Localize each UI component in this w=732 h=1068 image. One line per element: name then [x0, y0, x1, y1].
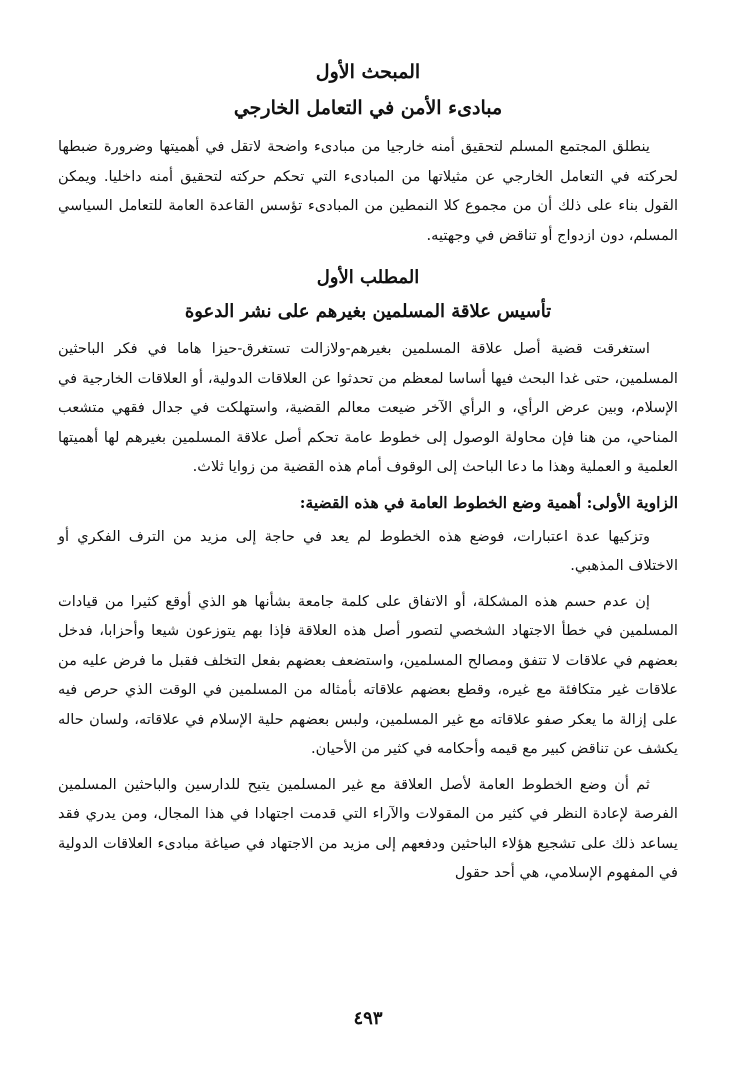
paragraph-4: ثم أن وضع الخطوط العامة لأصل العلاقة مع غير المسلمين يتيح للدارسين والباحثين المسلمين الفرصة لإعادة النظر في كثير من المقولات والآراء التي قدمت اجتهادا في هذا المجال، ومن يدري فقد يساعد ذلك على تشجيع هؤلاء الباحثين ودفعهم إلى مزيد من الاجتهاد في صياغة مبادىء العلاقات الدولية في المفهوم الإسلامي، هي أحد حقول [58, 775, 678, 881]
paragraph-3: إن عدم حسم هذه المشكلة، أو الاتفاق على كلمة جامعة بشأنها هو الذي أوقع كثيرا من قيادات المسلمين في خطأ الاجتهاد الشخصي لتصور أصل هذه العلاقة فإذا بهم يتوزعون شيعا وأحزابا، فدخل بعضهم في علاقات لا تتفق ومصالح المسلمين، واستضعف بعضهم بفعل التخلف فقبل ما فرض عليه من علاقات غير متكافئة مع غيره، وقطع بعضهم علاقاته بأمثاله من المسلمين في الوقت الذي حرص فيه على إزالة ما يعكر صفو علاقاته مع غير المسلمين، ولبس بعضهم حلية الإسلام في علاقاته، ولسان حاله يكشف عن تناقض كبير مع قيمه وأحكامه في كثير من الأحيان. [58, 592, 678, 757]
book-page [58, 58, 678, 1048]
intro-paragraph: ينطلق المجتمع المسلم لتحقيق أمنه خارجيا من مبادىء واضحة لاتقل في أهميتها وضرورة ضبطها لحركته في التعامل الخارجي عن مثيلاتها من المبادىء التي تحكم حركته لتحقيق أمنه داخليا. ويمكن القول بناء على ذلك أن من مجموع كلا النمطين من المبادىء تؤسس القاعدة العامة للتعامل السياسي المسلم، دون ازدواج أو تناقض في وجهتيه. [58, 138, 678, 244]
page-number: ٤٩٣ [353, 1008, 383, 1029]
zawiya-title: الزاوية الأولى: أهمية وضع الخطوط العامة في هذه القضية: [299, 492, 678, 512]
section-subtitle: مبادىء الأمن في التعامل الخارجي [233, 97, 503, 119]
matlab-title: المطلب الأول [316, 267, 420, 288]
paragraph-2: وتزكيها عدة اعتبارات، فوضع هذه الخطوط لم يعد في حاجة إلى مزيد من الترف الفكري أو الاختلاف المذهبي. [58, 527, 678, 574]
matlab-subtitle: تأسيس علاقة المسلمين بغيرهم على نشر الدعوة [184, 301, 552, 322]
section-title: المبحث الأول [315, 61, 421, 83]
paragraph-1: استغرقت قضية أصل علاقة المسلمين بغيرهم-ولازالت تستغرق-حيزا هاما في فكر الباحثين المسلمين، حتى غدا البحث فيها أساسا لمعظم من تحدثوا عن العلاقات الدولية، أو العلاقات الخارجية في الإسلام، وبين عرض الرأي، و الرأي الآخر ضيعت معالم القضية، واستهلكت في جدال فقهي متشعب المناحي، من هنا فإن محاولة الوصول إلى خطوط عامة تحكم أصل علاقة المسلمين بغيرهم لها أهميتها العلمية و العملية وهذا ما دعا الباحث إلى الوقوف أمام هذه القضية من زوايا ثلاث. [58, 340, 678, 475]
